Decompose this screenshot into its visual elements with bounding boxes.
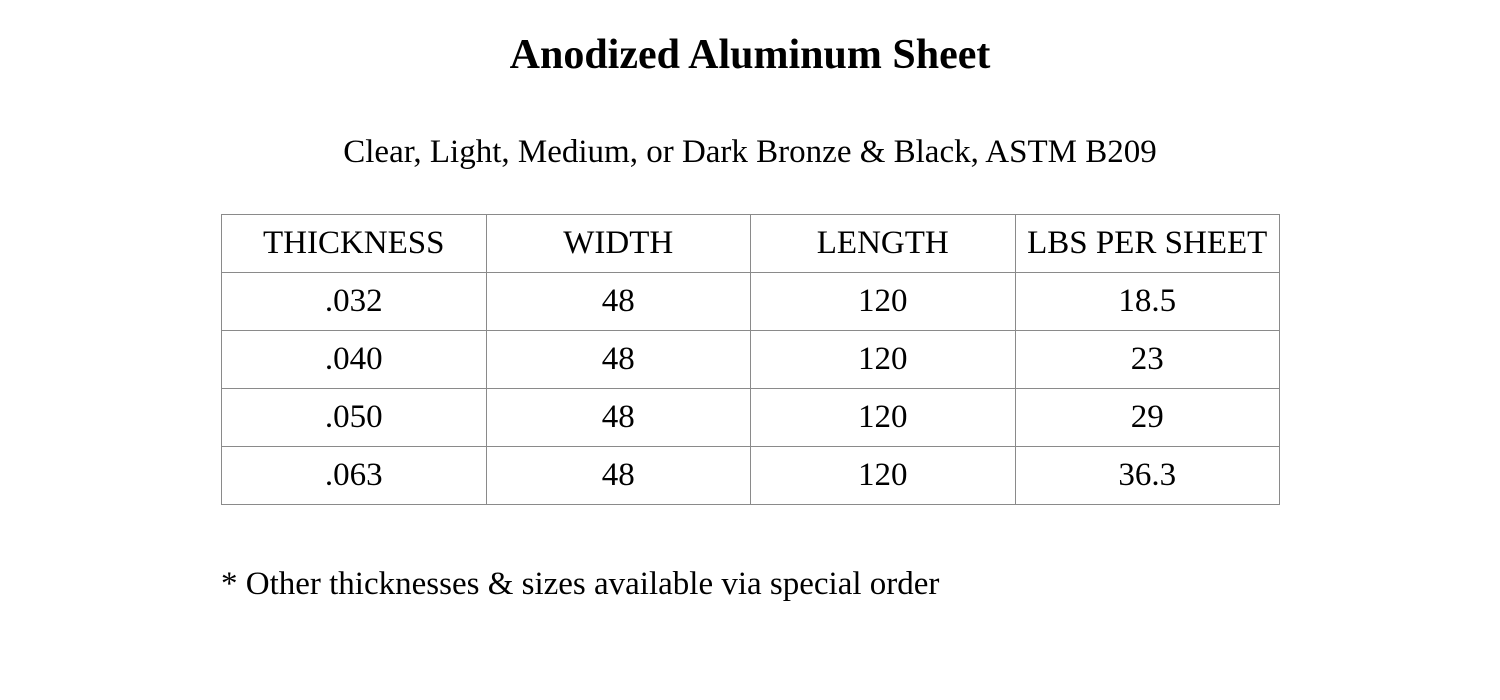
cell-width: 48 [486,331,751,389]
table-row [222,389,1280,447]
cell-length: 120 [751,331,1016,389]
cell-thickness: .063 [222,447,487,505]
table-row [222,331,1280,389]
cell-thickness: .050 [222,389,487,447]
cell-thickness: .040 [222,331,487,389]
table-row [222,273,1280,331]
page-title: Anodized Aluminum Sheet [509,32,991,78]
header-width: WIDTH [486,215,751,273]
header-length: LENGTH [751,215,1016,273]
footnote: * Other thicknesses & sizes available via special order [221,566,940,602]
cell-length: 120 [751,389,1016,447]
header-thickness: THICKNESS [222,215,487,273]
table-row [222,447,1280,505]
cell-lbs-per-sheet: 36.3 [1015,447,1280,505]
cell-width: 48 [486,447,751,505]
header-lbs-per-sheet: LBS PER SHEET [1015,215,1280,273]
cell-lbs-per-sheet: 23 [1015,331,1280,389]
cell-lbs-per-sheet: 29 [1015,389,1280,447]
table-header-row [222,215,1280,273]
cell-width: 48 [486,273,751,331]
cell-lbs-per-sheet: 18.5 [1015,273,1280,331]
cell-length: 120 [751,273,1016,331]
page-subtitle: Clear, Light, Medium, or Dark Bronze & Black, ASTM B209 [343,134,1157,170]
spec-table [221,214,1280,505]
cell-length: 120 [751,447,1016,505]
cell-width: 48 [486,389,751,447]
cell-thickness: .032 [222,273,487,331]
